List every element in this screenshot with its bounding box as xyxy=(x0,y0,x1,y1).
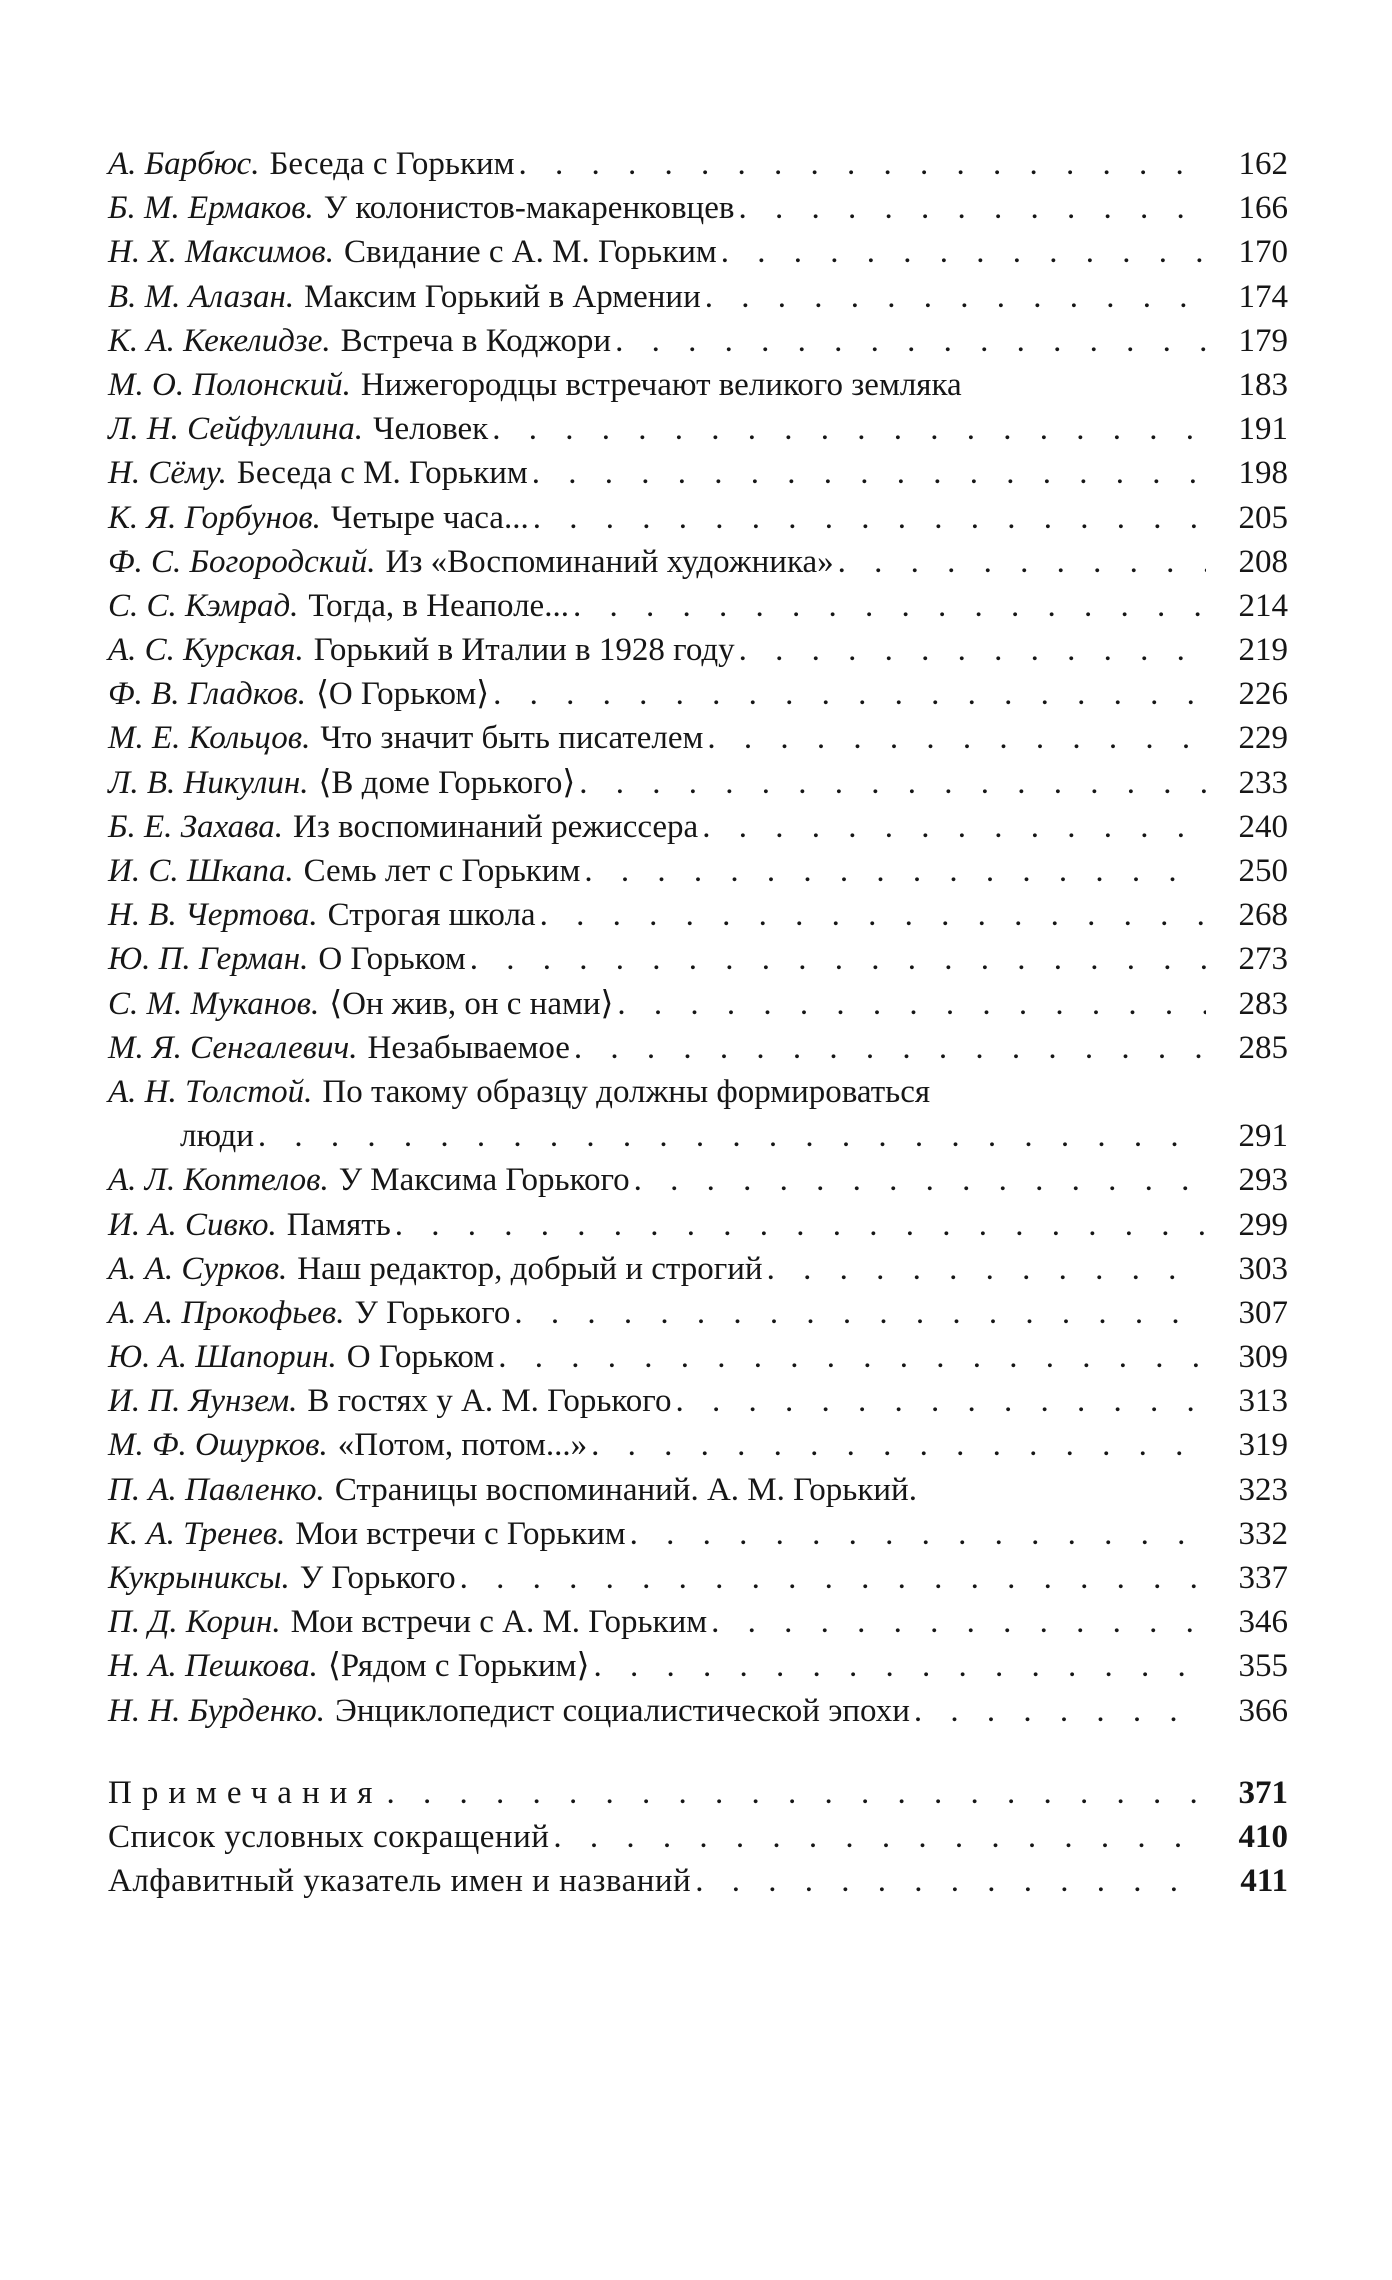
toc-entry xyxy=(108,672,1288,716)
toc-entry xyxy=(108,1556,1288,1600)
toc-entry xyxy=(108,1158,1288,1202)
dot-leader xyxy=(675,1379,1206,1423)
dot-leader xyxy=(460,1556,1206,1600)
entry-page-number: 285 xyxy=(1238,1029,1288,1066)
dot-leader xyxy=(584,849,1206,893)
dot-leader xyxy=(573,584,1206,628)
entry-title: Мои встречи с Горьким xyxy=(295,1515,626,1552)
entry-title: Мои встречи с А. М. Горьким xyxy=(290,1604,708,1641)
entry-title: Из воспоминаний режиссера xyxy=(293,808,699,845)
toc-entry xyxy=(108,716,1288,760)
entry-title: «Потом, потом...» xyxy=(337,1427,588,1464)
entry-author: Л. Н. Сейфуллина. xyxy=(108,411,364,448)
toc-entry xyxy=(108,584,1288,628)
entry-author: Н. Н. Бурденко. xyxy=(108,1692,326,1729)
entry-title: ⟨Он жив, он с нами⟩ xyxy=(329,985,614,1022)
entry-author: А. А. Прокофьев. xyxy=(108,1294,345,1331)
entry-title: Незабываемое xyxy=(367,1029,570,1066)
toc-entry xyxy=(108,230,1288,274)
dot-leader xyxy=(738,186,1206,230)
back-matter-title: Алфавитный указатель имен и названий xyxy=(108,1863,692,1900)
dot-leader xyxy=(386,1771,1206,1815)
back-matter-page-number: 411 xyxy=(1240,1863,1288,1900)
entry-author: Кукрыниксы. xyxy=(108,1560,290,1596)
entry-author: Л. В. Никулин. xyxy=(108,764,309,801)
entry-title: Из «Воспоминаний художника» xyxy=(385,543,834,580)
entry-title: Что значит быть писателем xyxy=(320,720,704,757)
entry-page-number: 233 xyxy=(1238,764,1288,801)
entry-page-number: 293 xyxy=(1238,1162,1288,1199)
entry-title: Строгая школа xyxy=(327,897,536,934)
back-matter-title: Примечания xyxy=(108,1774,383,1811)
entry-page-number: 250 xyxy=(1238,853,1288,889)
toc-entry xyxy=(108,893,1288,937)
entry-page-number: 332 xyxy=(1238,1515,1288,1552)
toc-entry-line xyxy=(108,1114,1288,1158)
toc-entry xyxy=(108,142,1288,186)
toc-entry xyxy=(108,761,1288,805)
entry-page-number: 313 xyxy=(1238,1383,1288,1420)
toc-entry xyxy=(108,1379,1288,1423)
entry-page-number: 346 xyxy=(1238,1604,1288,1641)
toc-entry xyxy=(108,319,1288,363)
entry-page-number: 166 xyxy=(1238,190,1288,227)
entry-page-number: 219 xyxy=(1238,632,1288,669)
back-matter-title: Список условных сокращений xyxy=(108,1818,550,1855)
dot-leader xyxy=(702,805,1206,849)
entry-title: Память xyxy=(286,1206,391,1243)
entry-title: У Максима Горького xyxy=(338,1162,630,1199)
toc-entry xyxy=(108,1247,1288,1291)
entry-title: У Горького xyxy=(299,1560,456,1596)
entry-page-number: 299 xyxy=(1238,1206,1288,1243)
dot-leader xyxy=(492,407,1206,451)
dot-leader xyxy=(532,451,1206,495)
entry-title: У колонистов-макаренковцев xyxy=(323,190,735,227)
back-matter-entry xyxy=(108,1815,1288,1859)
entry-author: Ю. П. Герман. xyxy=(108,941,309,978)
toc-entry xyxy=(108,186,1288,230)
entry-author: Б. М. Ермаков. xyxy=(108,190,314,227)
dot-leader xyxy=(630,1512,1206,1556)
table-of-contents xyxy=(108,142,1288,1903)
entry-title: У Горького xyxy=(354,1294,511,1331)
entry-author: М. О. Полонский. xyxy=(108,366,351,403)
dot-leader xyxy=(533,496,1206,540)
entry-page-number: 307 xyxy=(1238,1294,1288,1331)
dot-leader xyxy=(540,893,1206,937)
entry-page-number: 283 xyxy=(1238,985,1288,1022)
toc-entry xyxy=(108,1203,1288,1247)
dot-leader xyxy=(767,1247,1206,1291)
entry-author: Б. Е. Захава. xyxy=(108,808,284,845)
back-matter xyxy=(108,1771,1288,1904)
entry-page-number: 355 xyxy=(1238,1648,1288,1685)
entry-title: Встреча в Коджори xyxy=(340,322,612,359)
entry-title: ⟨О Горьком⟩ xyxy=(315,676,490,713)
dot-leader xyxy=(705,275,1206,319)
dot-leader xyxy=(593,1644,1206,1688)
entry-author: Ф. В. Гладков. xyxy=(108,676,306,713)
toc-entry xyxy=(108,1070,1288,1158)
entry-author: Н. Х. Максимов. xyxy=(108,234,334,271)
entry-title: Человек xyxy=(373,411,489,448)
entry-page-number: 170 xyxy=(1238,234,1288,271)
dot-leader xyxy=(721,230,1206,274)
dot-leader xyxy=(695,1859,1206,1903)
entry-page-number: 183 xyxy=(1238,366,1288,403)
dot-leader xyxy=(493,672,1206,716)
dot-leader xyxy=(470,937,1206,981)
dot-leader xyxy=(634,1158,1206,1202)
toc-entries xyxy=(108,142,1288,1733)
entry-title: ⟨Рядом с Горьким⟩ xyxy=(327,1648,590,1685)
entry-page-number: 268 xyxy=(1238,897,1288,934)
toc-entry xyxy=(108,937,1288,981)
entry-page-number: 229 xyxy=(1238,720,1288,757)
entry-page-number: 208 xyxy=(1238,543,1288,580)
toc-entry xyxy=(108,451,1288,495)
entry-author: К. Я. Горбунов. xyxy=(108,499,321,536)
entry-page-number: 162 xyxy=(1238,146,1288,182)
entry-author: С. М. Муканов. xyxy=(108,985,320,1022)
entry-page-number: 226 xyxy=(1238,676,1288,713)
dot-leader xyxy=(707,716,1206,760)
entry-page-number: 303 xyxy=(1238,1250,1288,1287)
back-matter-entry xyxy=(108,1771,1288,1815)
entry-page-number: 337 xyxy=(1238,1560,1288,1596)
entry-page-number: 174 xyxy=(1238,278,1288,315)
entry-author: П. Д. Корин. xyxy=(108,1604,281,1641)
dot-leader xyxy=(553,1815,1206,1859)
dot-leader xyxy=(711,1600,1206,1644)
toc-entry xyxy=(108,1468,1288,1512)
entry-author: И. С. Шкапа. xyxy=(108,853,294,889)
entry-page-number: 273 xyxy=(1238,941,1288,978)
toc-entry xyxy=(108,1644,1288,1688)
toc-entry xyxy=(108,1600,1288,1644)
back-matter-page-number: 371 xyxy=(1238,1774,1288,1811)
toc-entry xyxy=(108,1026,1288,1070)
toc-entry xyxy=(108,1291,1288,1335)
entry-author: А. А. Сурков. xyxy=(108,1250,288,1287)
entry-page-number: 323 xyxy=(1238,1471,1288,1508)
entry-title: Горький в Италии в 1928 году xyxy=(313,632,735,669)
toc-entry xyxy=(108,496,1288,540)
entry-author: М. Ф. Ошурков. xyxy=(108,1427,328,1464)
entry-author: А. Л. Коптелов. xyxy=(108,1162,329,1199)
entry-author: С. С. Кэмрад. xyxy=(108,587,299,624)
entry-page-number: 291 xyxy=(1238,1118,1288,1155)
entry-author: М. Е. Кольцов. xyxy=(108,720,311,757)
entry-author: М. Я. Сенгалевич. xyxy=(108,1029,358,1066)
entry-page-number: 319 xyxy=(1238,1427,1288,1464)
entry-title: Беседа с М. Горьким xyxy=(236,455,528,492)
dot-leader xyxy=(498,1335,1206,1379)
entry-title: ⟨В доме Горького⟩ xyxy=(318,764,576,801)
toc-entry xyxy=(108,1512,1288,1556)
entry-title: Четыре часа... xyxy=(330,499,529,536)
entry-author: А. Барбюс. xyxy=(108,146,260,182)
entry-author: В. М. Алазан. xyxy=(108,278,295,315)
dot-leader xyxy=(914,1689,1206,1733)
entry-title: Энциклопедист социалистической эпохи xyxy=(335,1692,910,1729)
entry-page-number: 198 xyxy=(1238,455,1288,492)
entry-page-number: 366 xyxy=(1238,1692,1288,1729)
entry-title-continued: люди xyxy=(180,1118,254,1155)
entry-title: Тогда, в Неаполе... xyxy=(308,587,569,624)
entry-author: К. А. Кекелидзе. xyxy=(108,322,331,359)
toc-entry xyxy=(108,1335,1288,1379)
dot-leader xyxy=(514,1291,1206,1335)
entry-page-number: 191 xyxy=(1238,411,1288,448)
toc-entry xyxy=(108,363,1288,407)
entry-author: А. С. Курская. xyxy=(108,632,304,669)
back-matter-page-number: 410 xyxy=(1238,1818,1288,1855)
entry-title: Максим Горький в Армении xyxy=(304,278,701,315)
entry-author: Н. Сёму. xyxy=(108,455,227,492)
dot-leader xyxy=(838,540,1206,584)
entry-author: И. А. Сивко. xyxy=(108,1206,277,1243)
entry-page-number: 205 xyxy=(1238,499,1288,536)
entry-author: К. А. Тренев. xyxy=(108,1515,286,1552)
entry-title: О Горьком xyxy=(318,941,466,978)
entry-title: Страницы воспоминаний. А. М. Горький. xyxy=(334,1471,917,1508)
entry-title: В гостях у А. М. Горького xyxy=(307,1383,672,1420)
entry-title: Нижегородцы встречают великого земляка xyxy=(360,366,962,403)
toc-entry xyxy=(108,628,1288,672)
toc-entry xyxy=(108,805,1288,849)
entry-author: И. П. Яунзем. xyxy=(108,1383,298,1420)
dot-leader xyxy=(395,1203,1206,1247)
dot-leader xyxy=(579,761,1206,805)
entry-title: Свидание с А. М. Горьким xyxy=(343,234,717,271)
entry-author: Ф. С. Богородский. xyxy=(108,543,376,580)
entry-author: П. А. Павленко. xyxy=(108,1471,325,1508)
toc-entry xyxy=(108,275,1288,319)
toc-entry xyxy=(108,540,1288,584)
entry-title: Беседа с Горьким xyxy=(269,146,515,182)
entry-title: Семь лет с Горьким xyxy=(303,853,581,889)
toc-entry xyxy=(108,849,1288,893)
entry-page-number: 214 xyxy=(1238,587,1288,624)
entry-author: Н. А. Пешкова. xyxy=(108,1648,318,1685)
toc-entry xyxy=(108,982,1288,1026)
entry-page-number: 309 xyxy=(1238,1339,1288,1376)
entry-page-number: 240 xyxy=(1238,808,1288,845)
entry-author: Н. В. Чертова. xyxy=(108,897,318,934)
toc-entry xyxy=(108,1689,1288,1733)
back-matter-entry xyxy=(108,1859,1288,1903)
dot-leader xyxy=(258,1114,1206,1158)
entry-author: А. Н. Толстой. xyxy=(108,1073,313,1110)
entry-title: О Горьком xyxy=(346,1339,495,1376)
entry-title: По такому образцу должны формироваться xyxy=(322,1073,931,1110)
dot-leader xyxy=(574,1026,1206,1070)
toc-entry-line xyxy=(108,1070,1288,1114)
dot-leader xyxy=(591,1423,1206,1467)
dot-leader xyxy=(615,319,1206,363)
entry-title: Наш редактор, добрый и строгий xyxy=(297,1250,763,1287)
toc-entry xyxy=(108,407,1288,451)
toc-entry xyxy=(108,1423,1288,1467)
entry-author: Ю. А. Шапорин. xyxy=(108,1339,337,1376)
dot-leader xyxy=(617,982,1206,1026)
entry-page-number: 179 xyxy=(1238,322,1288,359)
dot-leader xyxy=(739,628,1206,672)
dot-leader xyxy=(519,142,1206,186)
section-gap xyxy=(108,1733,1288,1771)
